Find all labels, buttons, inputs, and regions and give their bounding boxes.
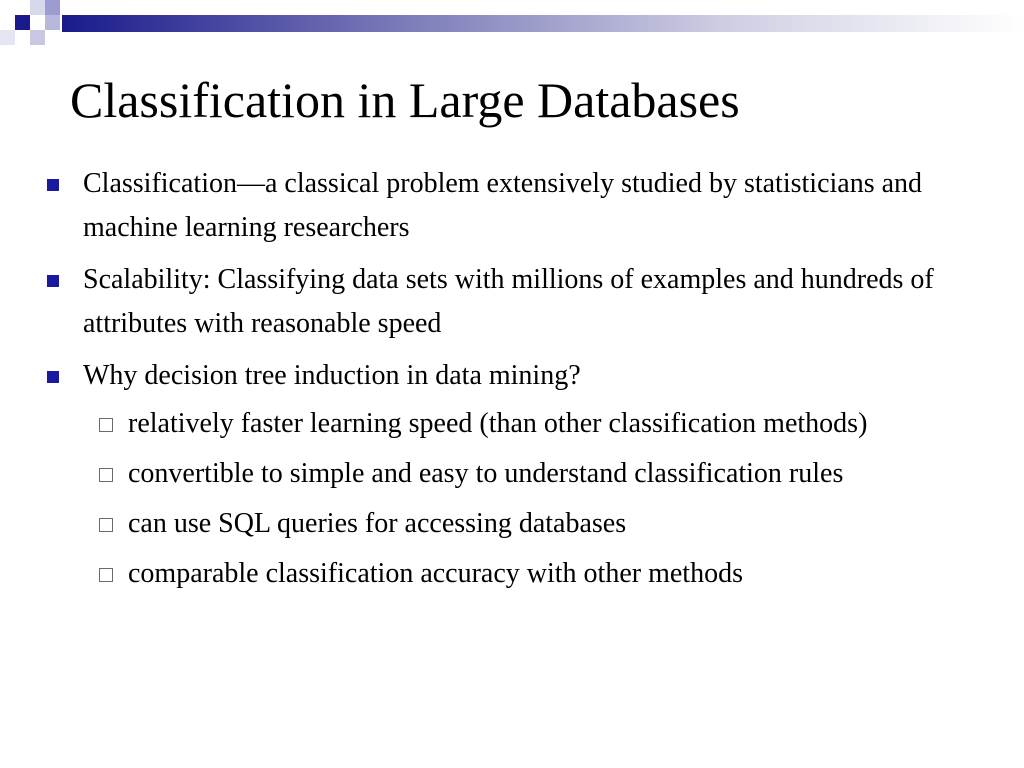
- sub-bullet-text: convertible to simple and easy to understand classification rules: [128, 458, 844, 489]
- hollow-square-icon: [99, 468, 113, 482]
- checkerboard-gradient-decoration: [0, 0, 1024, 60]
- filled-square-icon: [47, 275, 59, 287]
- filled-square-icon: [47, 179, 59, 191]
- hollow-square-icon: [99, 568, 113, 582]
- sub-list-item: [0, 504, 1024, 544]
- bullet-text: Scalability: Classifying data sets with millions of examples and hundreds of attributes with reasonable speed: [83, 264, 934, 339]
- hollow-square-icon: [99, 418, 113, 432]
- sub-bullet-list: [0, 404, 1024, 594]
- bullet-list: [0, 162, 1024, 594]
- bullet-text: Why decision tree induction in data mining?: [83, 360, 581, 391]
- list-item: [0, 258, 1024, 346]
- sub-list-item: [0, 454, 1024, 494]
- sub-bullet-text: relatively faster learning speed (than other classification methods): [128, 408, 868, 439]
- sub-list-item: [0, 404, 1024, 444]
- sub-bullet-text: can use SQL queries for accessing databases: [128, 508, 627, 539]
- page-title: Classification in Large Databases: [70, 72, 740, 128]
- list-item: [0, 354, 1024, 398]
- list-item: [0, 162, 1024, 250]
- hollow-square-icon: [99, 518, 113, 532]
- filled-square-icon: [47, 371, 59, 383]
- bullet-text: Classification—a classical problem extensively studied by statisticians and machine learning researchers: [83, 168, 923, 243]
- header-decoration: [0, 0, 1024, 60]
- sub-bullet-text: comparable classification accuracy with other methods: [128, 558, 743, 589]
- sub-list-item: [0, 554, 1024, 594]
